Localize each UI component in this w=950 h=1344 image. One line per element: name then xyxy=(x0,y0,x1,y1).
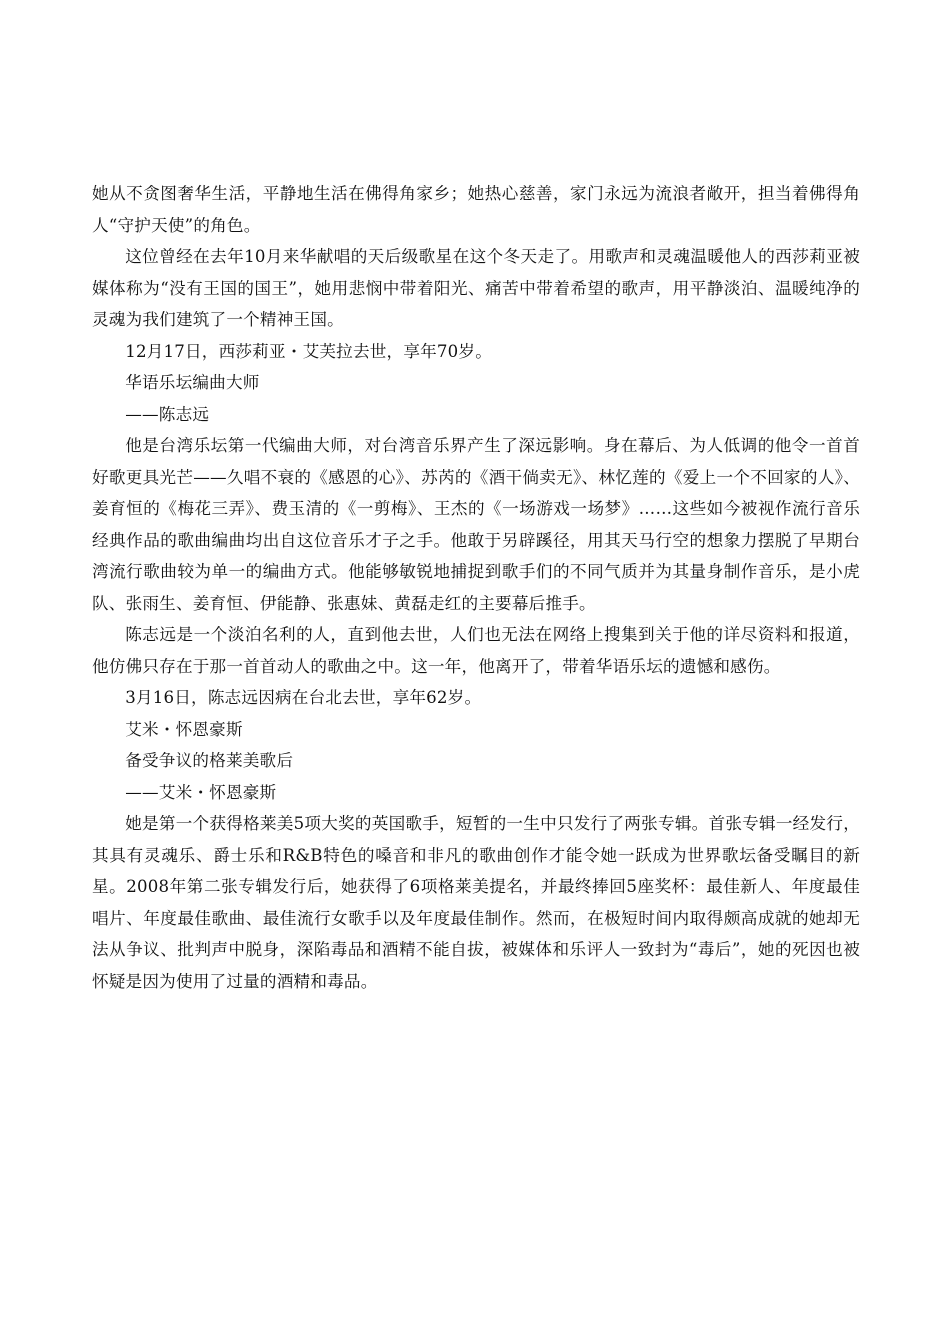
paragraph-cesaria-character: 她从不贪图奢华生活，平静地生活在佛得角家乡；她热心慈善，家门永远为流浪者敞开，担当着佛得角人“守护天使”的角色。 xyxy=(92,184,860,235)
paragraph-chen-zhiyuan-career: 他是台湾乐坛第一代编曲大师，对台湾音乐界产生了深远影响。身在幕后、为人低调的他令一首首好歌更具光芒——久唱不衰的《感恩的心》、苏芮的《酒干倘卖无》、林忆莲的《爱上一个不回家的人》、姜育恒的《梅花三弄》、费玉清的《一剪梅》、王杰的《一场游戏一场梦》……这些如今被视作流行音乐经典作品的歌曲编曲均出自这位音乐才子之手。他敢于另辟蹊径，用其天马行空的想象力摆脱了早期台湾流行歌曲较为单一的编曲方式。他能够敏锐地捕捉到歌手们的不同气质并为其量身制作音乐，是小虎队、张雨生、姜育恒、伊能静、张惠妹、黄磊走红的主要幕后推手。 xyxy=(92,436,860,613)
section-heading-chen-zhiyuan: 华语乐坛编曲大师 xyxy=(125,373,260,392)
paragraph-chen-zhiyuan-legacy: 陈志远是一个淡泊名利的人，直到他去世，人们也无法在网络上搜集到关于他的详尽资料和报道，他仿佛只存在于那一首首动人的歌曲之中。这一年，他离开了，带着华语乐坛的遗憾和感伤。 xyxy=(92,625,860,676)
section-name-amy-winehouse: 艾米・怀恩豪斯 xyxy=(125,719,243,739)
section-subtitle-chen-zhiyuan: ——陈志远 xyxy=(125,404,210,424)
section-heading-amy-winehouse: 备受争议的格莱美歌后 xyxy=(125,751,294,770)
article-body xyxy=(92,178,860,997)
section-subtitle-amy-winehouse: ——艾米・怀恩豪斯 xyxy=(125,782,277,802)
paragraph-cesaria-tribute: 这位曾经在去年10月来华献唱的天后级歌星在这个冬天走了。用歌声和灵魂温暖他人的西莎莉亚被媒体称为“没有王国的国王”，她用悲悯中带着阳光、痛苦中带着希望的歌声，用平静淡泊、温暖纯净的灵魂为我们建筑了一个精神王国。 xyxy=(92,247,860,329)
paragraph-cesaria-death-date: 12月17日，西莎莉亚・艾芙拉去世，享年70岁。 xyxy=(125,341,493,361)
paragraph-chen-zhiyuan-death-date: 3月16日，陈志远因病在台北去世，享年62岁。 xyxy=(125,688,482,707)
paragraph-amy-winehouse-career: 她是第一个获得格莱美5项大奖的英国歌手，短暂的一生中只发行了两张专辑。首张专辑一经发行，其具有灵魂乐、爵士乐和R&B特色的嗓音和非凡的歌曲创作才能令她一跃成为世界歌坛备受瞩目的新星。2008年第二张专辑发行后，她获得了6项格莱美提名，并最终捧回5座奖杯：最佳新人、年度最佳唱片、年度最佳歌曲、最佳流行女歌手以及年度最佳制作。然而，在极短时间内取得颇高成就的她却无法从争议、批判声中脱身，深陷毒品和酒精不能自拔，被媒体和乐评人一致封为“毒后”，她的死因也被怀疑是因为使用了过量的酒精和毒品。 xyxy=(92,814,860,991)
